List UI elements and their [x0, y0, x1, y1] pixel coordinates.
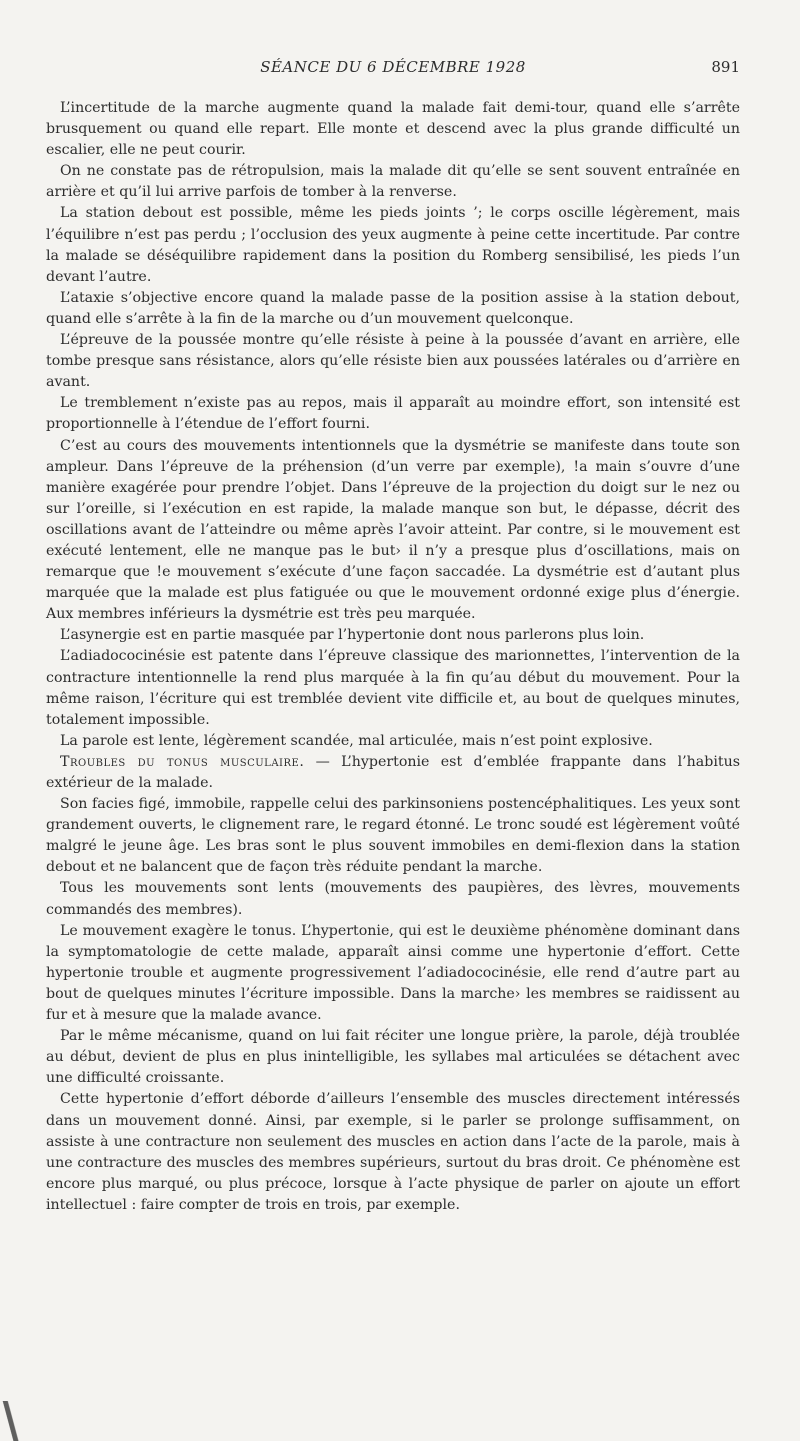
- document-page: [46, 58, 740, 1216]
- paragraph: Le mouvement exagère le tonus. L’hypertonie, qui est le deuxième phénomène dominant dans la symptomatologie de cette malade, apparaît ainsi comme une hypertonie d’effort. Cette hypertonie trouble et augmente progressivement l’adiadococinésie, elle rend d’autre part au bout de quelques minutes l’écriture impossible. Dans la marche› les membres se raidissent au fur et à mesure que la malade avance.: [46, 922, 740, 1024]
- section-text: — L’hypertonie est d’emblée frappante dans l’habitus extérieur de la malade.: [46, 753, 740, 791]
- scan-edge-mark: [0, 1401, 22, 1441]
- paragraph: La station debout est possible, même les pieds joints ’; le corps oscille légèrement, mais l’équilibre n’est pas perdu ; l’occlusion des yeux augmente à peine cette incertitude. Par contre la malade se déséquilibre rapidement dans la position du Romberg sensibilisé, les pieds l’un devant l’autre.: [46, 205, 740, 285]
- paragraph: Par le même mécanisme, quand on lui fait réciter une longue prière, la parole, déjà troublée au début, devient de plus en plus inintelligible, les syllabes mal articulées se détachent avec une difficulté croissante.: [46, 1028, 740, 1087]
- paragraph: Cette hypertonie d’effort déborde d’ailleurs l’ensemble des muscles directement intéressés dans un mouvement donné. Ainsi, par exemple, si le parler se prolonge suffisamment, on assiste à une contracture non seulement des muscles en action dans l’acte de la parole, mais à une contracture des muscles des membres supérieurs, surtout du bras droit. Ce phénomène est encore plus marqué, ou plus précoce, lorsque à l’acte physique de parler on ajoute un effort intellectuel : faire compter de trois en trois, par exemple.: [46, 1091, 740, 1213]
- header-title: SÉANCE DU 6 DÉCEMBRE 1928: [260, 58, 526, 76]
- paragraph: L’asynergie est en partie masquée par l’hypertonie dont nous parlerons plus loin.: [60, 627, 645, 644]
- paragraph: L’ataxie s’objective encore quand la malade passe de la position assise à la station debout, quand elle s’arrête à la fin de la marche ou d’un mouvement quelconque.: [46, 289, 740, 327]
- paragraph: Son facies figé, immobile, rappelle celui des parkinsoniens postencéphalitiques. Les yeux sont grandement ouverts, le clignement rare, le regard étonné. Le tronc soudé est légèrement voûté malgré le jeune âge. Les bras sont le plus souvent immobiles en demi-flexion dans la station debout et ne balancent que de façon très réduite pendant la marche.: [46, 796, 740, 876]
- running-header: [46, 58, 740, 82]
- paragraph: L’adiadococinésie est patente dans l’épreuve classique des marionnettes, l’intervention de la contracture intentionnelle la rend plus marquée à la fin qu’au début du mouvement. Pour la même raison, l’écriture qui est tremblée devient vite difficile et, au bout de quelques minutes, totalement impossible.: [46, 648, 740, 728]
- paragraph: Le tremblement n’existe pas au repos, mais il apparaît au moindre effort, son intensité est proportionnelle à l’étendue de l’effort fourni.: [46, 395, 740, 433]
- paragraph: On ne constate pas de rétropulsion, mais la malade dit qu’elle se sent souvent entraînée en arrière et qu’il lui arrive parfois de tomber à la renverse.: [46, 163, 740, 201]
- section-paragraph: [46, 752, 740, 794]
- paragraph: Tous les mouvements sont lents (mouvements des paupières, des lèvres, mouvements commandés des membres).: [46, 880, 740, 918]
- paragraph: La parole est lente, légèrement scandée, mal articulée, mais n’est point explosive.: [60, 732, 653, 749]
- paragraph: L’incertitude de la marche augmente quand la malade fait demi-tour, quand elle s’arrête brusquement ou quand elle repart. Elle monte et descend avec la plus grande difficulté un escalier, elle ne peut courir.: [46, 100, 740, 159]
- section-heading: Troubles du tonus musculaire.: [60, 753, 305, 770]
- body-text: [46, 98, 740, 1216]
- page-number: 891: [711, 58, 740, 76]
- paragraph: L’épreuve de la poussée montre qu’elle résiste à peine à la poussée d’avant en arrière, elle tombe presque sans résistance, alors qu’elle résiste bien aux poussées latérales ou d’arrière en avant.: [46, 332, 740, 391]
- paragraph: C’est au cours des mouvements intentionnels que la dysmétrie se manifeste dans toute son ampleur. Dans l’épreuve de la préhension (d’un verre par exemple), !a main s’ouvre d’une manière exagérée pour prendre l’objet. Dans l’épreuve de la projection du doigt sur le nez ou sur l’oreille, si l’exécution en est rapide, la malade manque son but, le dépasse, décrit des oscillations avant de l’atteindre ou même après l’avoir atteint. Par contre, si le mouvement est exécuté lentement, elle ne manque pas le but› il n’y a presque plus d’oscillations, mais on remarque que !e mouvement s’exécute d’une façon saccadée. La dysmétrie est d’autant plus marquée que la malade est plus fatiguée ou que le mouvement ordonné exige plus d’énergie. Aux membres inférieurs la dysmétrie est très peu marquée.: [46, 437, 740, 623]
